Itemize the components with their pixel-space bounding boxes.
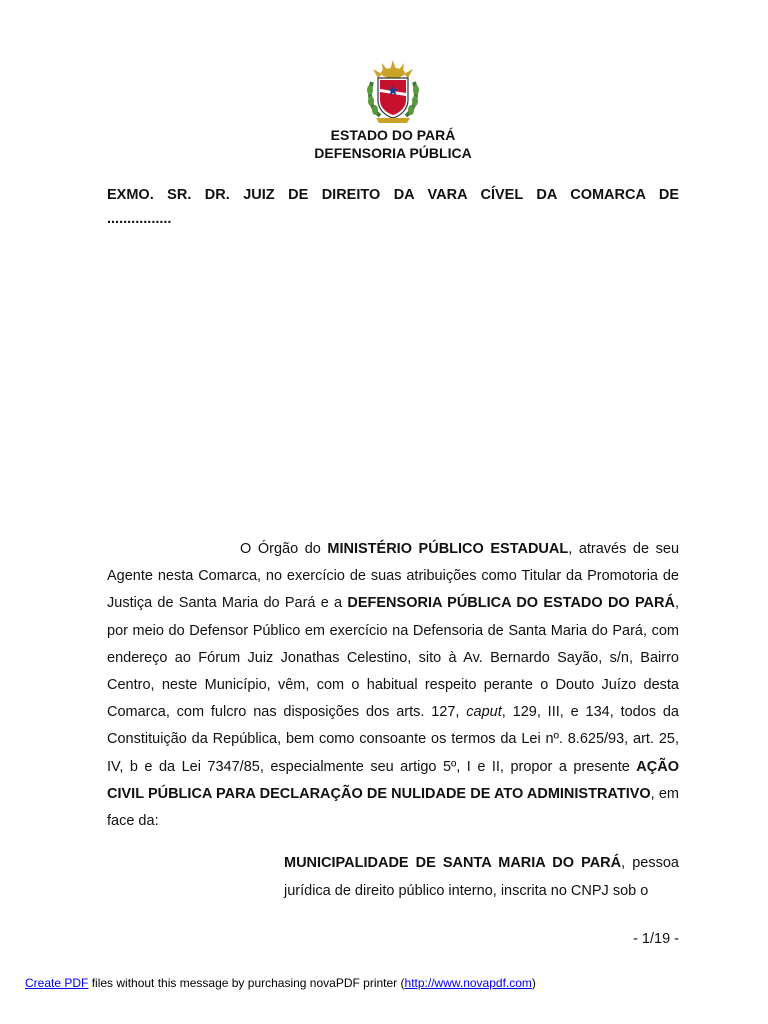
addressee-dots: ................	[107, 211, 172, 227]
novapdf-link[interactable]: http://www.novapdf.com	[404, 976, 532, 990]
defendant-paragraph	[284, 849, 679, 905]
defendant-description: , pessoa jurídica de direito público interno, inscrita no CNPJ sob o	[284, 855, 679, 899]
body-text-segment: O Órgão do	[240, 541, 328, 557]
footer-text-close: )	[531, 976, 536, 990]
coat-of-arms-icon	[364, 58, 422, 124]
body-text-segment: , através de seu Agente nesta Comarca, no exercício de suas atribuições como Titular da Promotoria de Justiça de Santa Maria do Pará e a	[107, 541, 680, 612]
body-text-segment: , 129, III, e 134, todos da Constituição da República, bem como consoante os termos da Lei nº. 8.625/93, art. 25, IV, b e da Lei 7347/85, especialmente seu artigo 5º, I e II, propor a presente	[107, 704, 679, 775]
body-italic-segment: caput	[466, 704, 502, 721]
page-number: - 1/19 -	[633, 931, 679, 947]
body-paragraph	[107, 536, 679, 835]
pdf-footer	[25, 975, 536, 991]
body-text-segment: , em face da:	[107, 785, 679, 830]
create-pdf-link[interactable]: Create PDF	[25, 976, 89, 990]
body-text-segment: , por meio do Defensor Público em exercício na Defensoria de Santa Maria do Pará, com endereço ao Fórum Juiz Jonathas Celestino, sito à Av. Bernardo Sayão, s/n, Bairro Centro, neste Município, vêm, com o habitual respeito perante o Douto Juízo desta Comarca, com fulcro nas disposições dos arts. 127,	[107, 595, 679, 721]
addressee-line: EXMO. SR. DR. JUIZ DE DIREITO DA VARA CÍVEL DA COMARCA DE	[107, 187, 679, 203]
footer-text: files without this message by purchasing novaPDF printer (	[88, 976, 405, 990]
defendant-name: MUNICIPALIDADE DE SANTA MARIA DO PARÁ	[284, 855, 622, 871]
document-header	[0, 126, 768, 162]
header-institution: DEFENSORIA PÚBLICA	[314, 145, 472, 161]
header-state: ESTADO DO PARÁ	[330, 127, 456, 143]
body-bold-segment: MINISTÉRIO PÚBLICO ESTADUAL	[327, 541, 569, 557]
body-bold-segment: DEFENSORIA PÚBLICA DO ESTADO DO PARÁ	[347, 595, 675, 612]
body-bold-segment: AÇÃO CIVIL PÚBLICA PARA DECLARAÇÃO DE NULIDADE DE ATO ADMINISTRATIVO	[107, 758, 679, 802]
